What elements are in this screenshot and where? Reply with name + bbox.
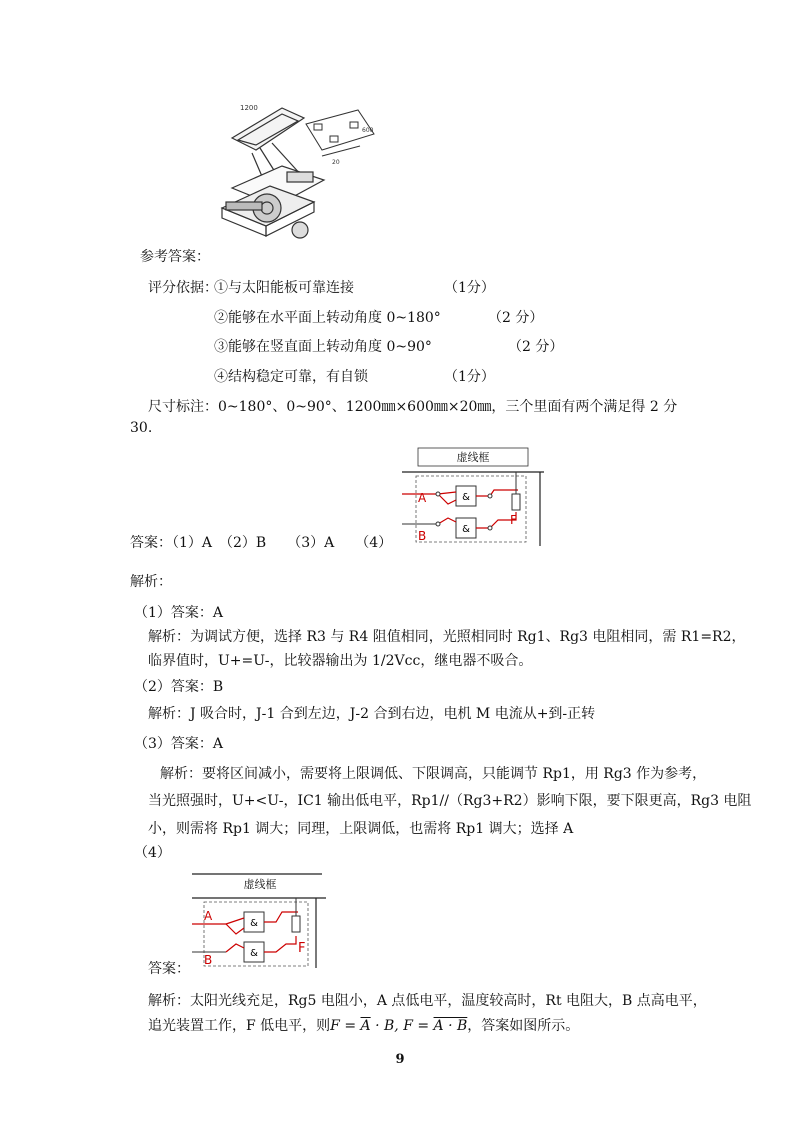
criterion-1-score: （1分） bbox=[444, 280, 495, 296]
dashed-box-title: 虚线框 bbox=[456, 451, 490, 464]
sub4-answer: 答案： bbox=[148, 961, 190, 977]
reference-answer-label: 参考答案： bbox=[140, 249, 210, 265]
sub3-analysis-line1: 解析：要将区间减小，需要将上限调低、下限调高，只能调节 Rp1，用 Rg3 作为参考， bbox=[160, 766, 707, 782]
sub4-analysis-line1: 解析：太阳光线充足，Rg5 电阻小，A 点低电平，温度较高时，Rt 电阻大，B 点高电平， bbox=[148, 993, 707, 1009]
label-a: A bbox=[418, 491, 427, 505]
svg-text:&: & bbox=[250, 918, 258, 929]
dim-top-label: 1200 bbox=[240, 104, 258, 112]
criterion-2: ②能够在水平面上转动角度 0~180° bbox=[214, 310, 441, 326]
label-f: F bbox=[510, 513, 517, 527]
dimension-sketch bbox=[300, 106, 380, 168]
svg-text:B: B bbox=[204, 953, 213, 967]
analysis-label: 解析： bbox=[130, 574, 172, 590]
label-b: B bbox=[418, 529, 427, 543]
dim-small-label: 20 bbox=[332, 159, 340, 166]
criterion-4: ④结构稳定可靠，有自锁 bbox=[214, 369, 368, 385]
question-number: 30. bbox=[130, 420, 153, 436]
sub3-analysis-line2: 当光照强时，U+<U-，IC1 输出低电平，Rp1//（Rg3+R2）影响下限，要下限更高，Rg3 电阻 bbox=[148, 793, 752, 809]
sub4-label: （4） bbox=[134, 845, 171, 861]
q30-answer: 答案：（1）A （2）B （3）A （4） bbox=[130, 535, 393, 551]
formula: $F = \overline{A} \cdot B$, F = A · B bbox=[330, 1018, 468, 1034]
criterion-3: ③能够在竖直面上转动角度 0~90° bbox=[214, 339, 432, 355]
dashed-box-title-2: 虚线框 bbox=[243, 878, 277, 891]
sub1-analysis-line2: 临界值时，U+=U-，比较器输出为 1/2Vcc，继电器不吸合。 bbox=[148, 653, 533, 669]
sub1-analysis-line1: 解析：为调试方便，选择 R3 与 R4 阻值相同，光照相同时 Rg1、Rg3 电阻相同，需 R1=R2， bbox=[148, 629, 746, 645]
svg-text:&: & bbox=[462, 492, 470, 503]
sub3-analysis-line3: 小，则需将 Rp1 调大；同理，上限调低，也需将 Rp1 调大；选择 A bbox=[148, 821, 574, 837]
logic-circuit-diagram-2 bbox=[190, 872, 332, 972]
dimension-note: 尺寸标注：0~180°、0~90°、1200㎜×600㎜×20㎜，三个里面有两个满足得 2 分 bbox=[148, 399, 678, 415]
svg-text:F: F bbox=[298, 941, 306, 956]
sub4-analysis-line2: 追光装置工作，F 低电平，则$F = \overline{A} \cdot B$, F = A · B，答案如图所示。 bbox=[148, 1018, 580, 1034]
sub3-answer: （3）答案：A bbox=[134, 736, 224, 752]
logic-circuit-diagram bbox=[398, 446, 548, 548]
resistor bbox=[512, 494, 520, 510]
criteria-label: 评分依据： bbox=[148, 280, 218, 296]
svg-text:&: & bbox=[462, 524, 470, 535]
page-number: 9 bbox=[395, 1052, 405, 1067]
criterion-4-score: （1分） bbox=[444, 369, 495, 385]
dim-side-label: 600 bbox=[362, 127, 374, 134]
criterion-3-score: （2 分） bbox=[508, 339, 564, 355]
sub2-answer: （2）答案：B bbox=[134, 679, 224, 695]
sub1-answer: （1）答案：A bbox=[134, 605, 224, 621]
svg-text:&: & bbox=[250, 948, 258, 959]
svg-text:A: A bbox=[204, 909, 213, 923]
sub2-analysis-line1: 解析：J 吸合时，J-1 合到左边，J-2 合到右边，电机 M 电流从+到-正转 bbox=[148, 706, 596, 722]
criterion-2-score: （2 分） bbox=[488, 310, 544, 326]
criterion-1: ①与太阳能板可靠连接 bbox=[214, 280, 354, 296]
